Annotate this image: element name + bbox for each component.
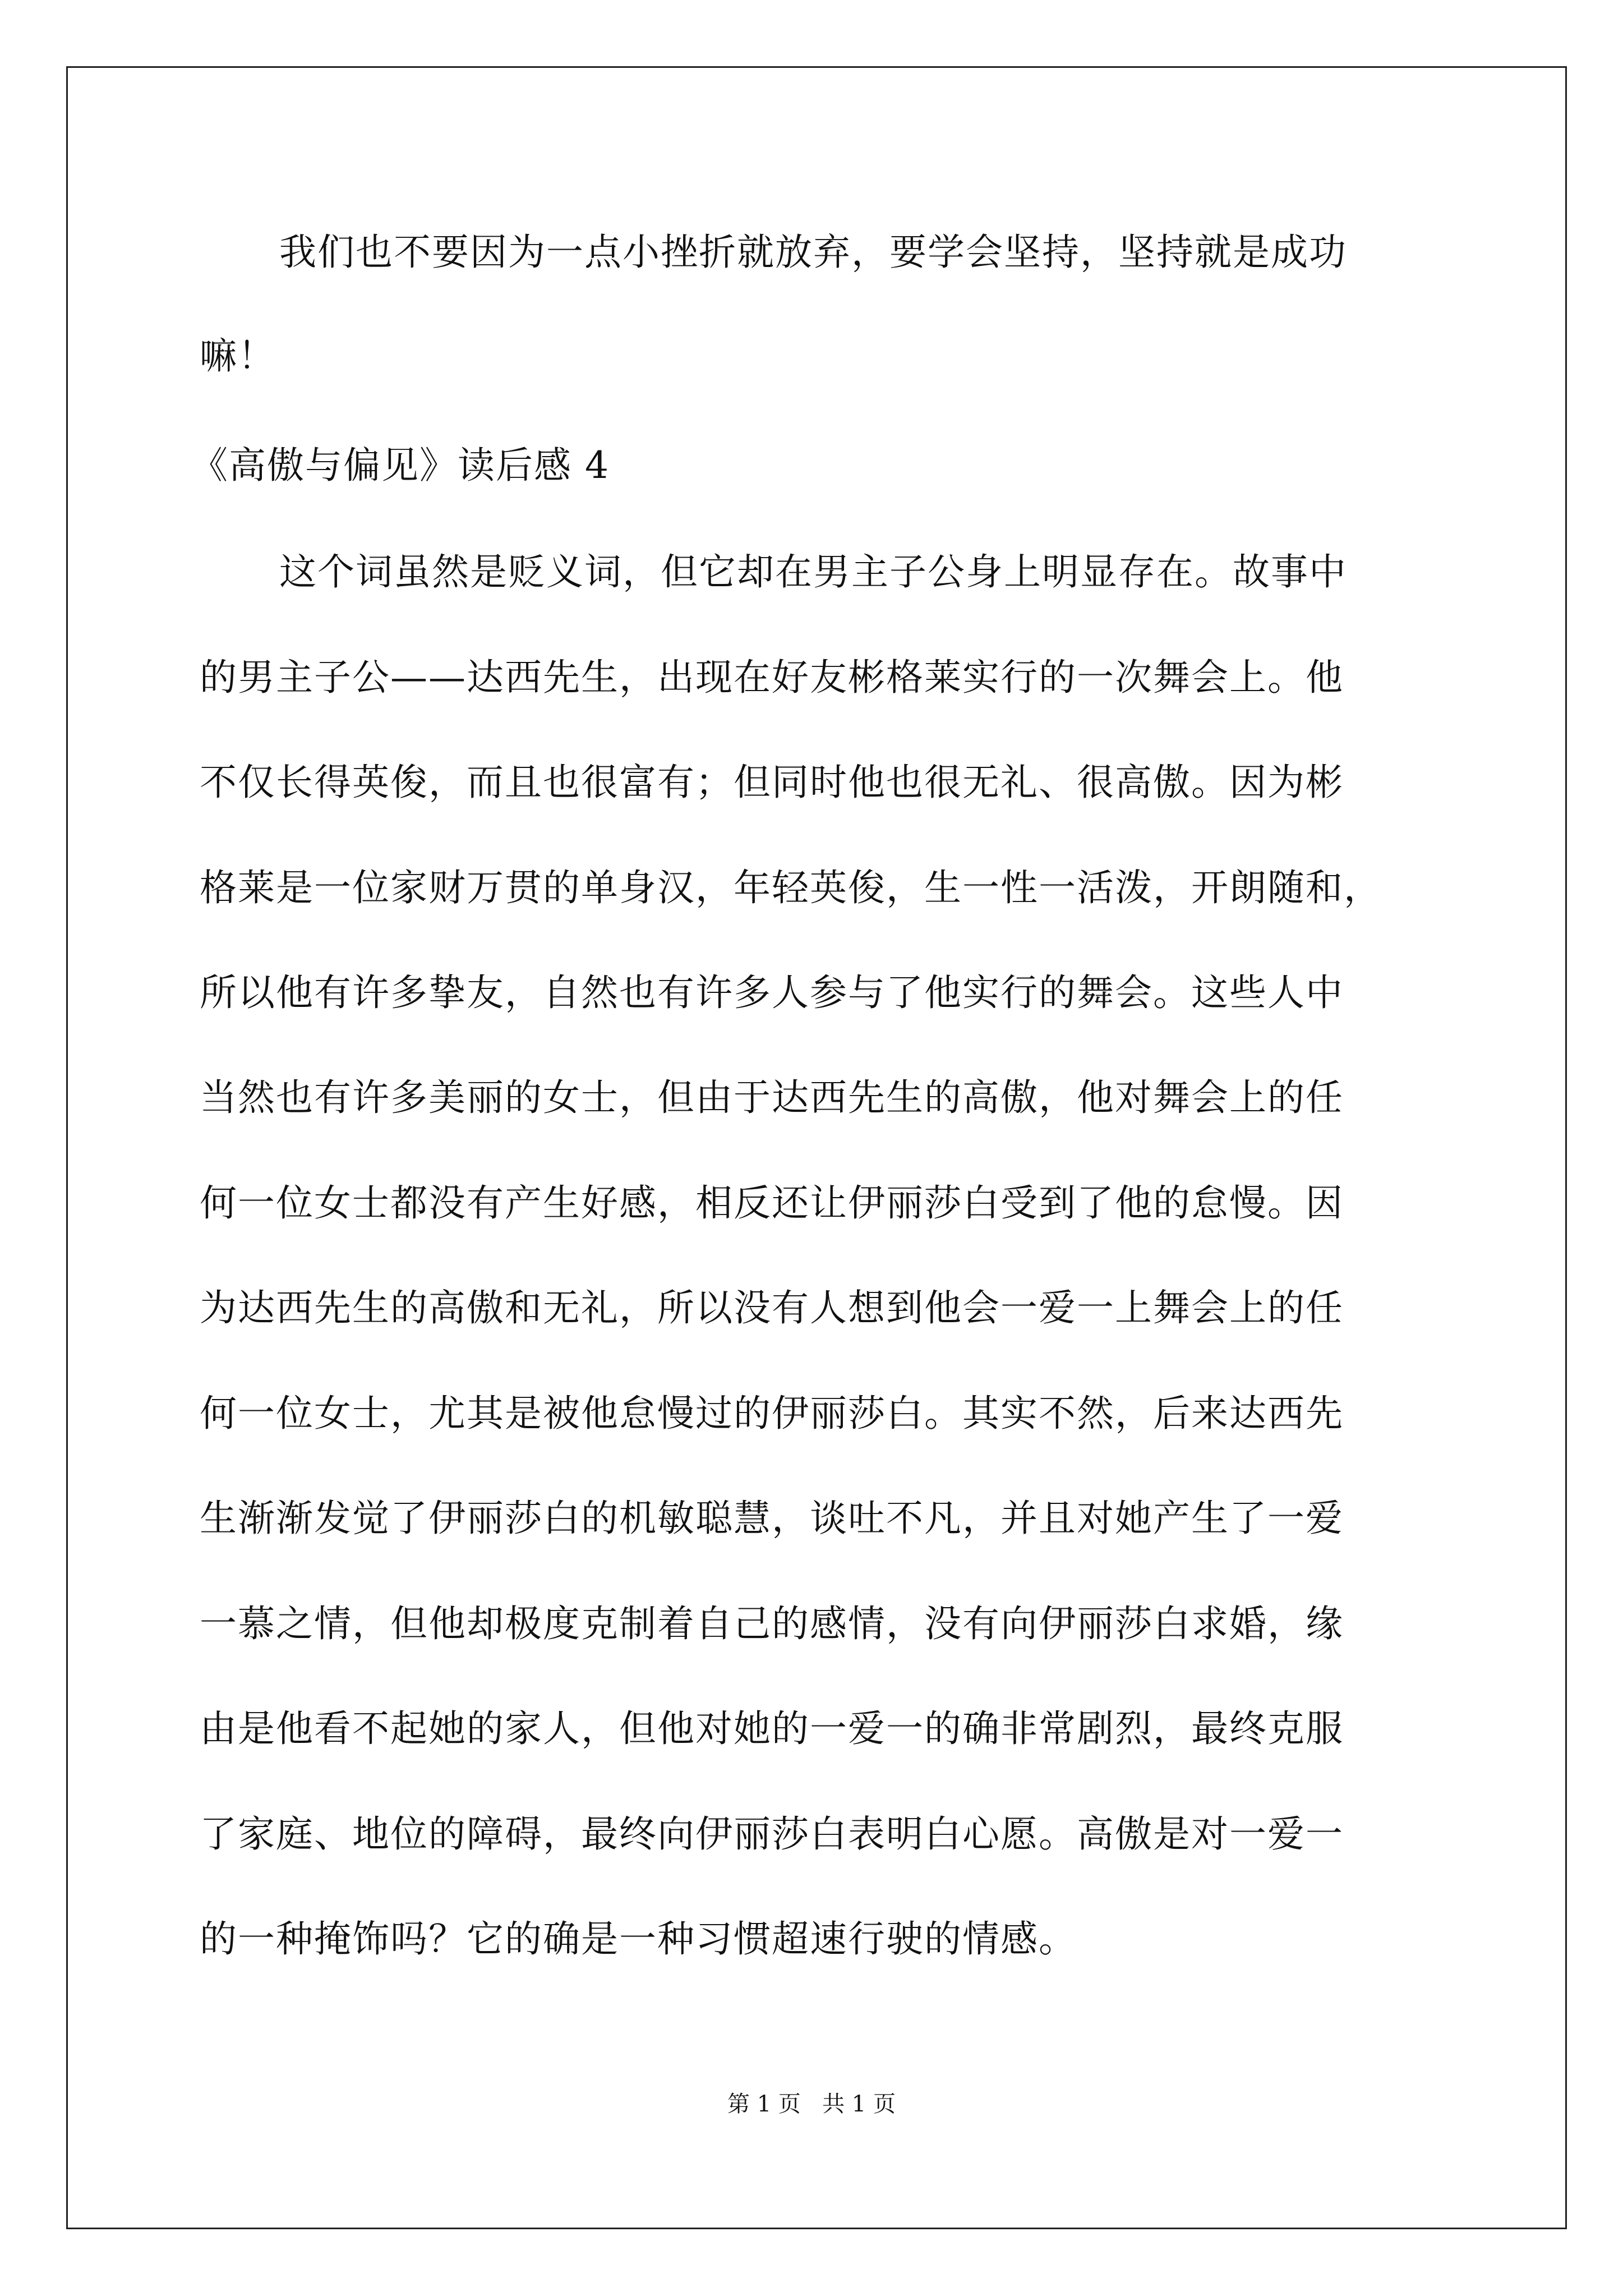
paragraph-2-line-5: 所以他有许多挚友，自然也有许多人参与了他实行的舞会。这些人中 (200, 971, 1344, 1014)
paragraph-2-line-1: 这个词虽然是贬义词，但它却在男主子公身上明显存在。故事中 (279, 550, 1347, 593)
page-footer: 第 1 页 共 1 页 (727, 2091, 896, 2117)
paragraph-2-line-2: 的男主子公——达西先生，出现在好友彬格莱实行的一次舞会上。他 (200, 656, 1344, 699)
paragraph-2-line-7: 何一位女士都没有产生好感，相反还让伊丽莎白受到了他的怠慢。因 (200, 1181, 1344, 1225)
paragraph-1-line-2: 嘛！ (200, 334, 276, 378)
paragraph-2-line-6: 当然也有许多美丽的女士，但由于达西先生的高傲，他对舞会上的任 (200, 1076, 1344, 1119)
paragraph-2-line-3: 不仅长得英俊，而且也很富有；但同时他也很无礼、很高傲。因为彬 (200, 761, 1344, 804)
paragraph-2-line-8: 为达西先生的高傲和无礼，所以没有人想到他会一爱一上舞会上的任 (200, 1286, 1344, 1329)
paragraph-2-line-13: 了家庭、地位的障碍，最终向伊丽莎白表明白心愿。高傲是对一爱一 (200, 1812, 1344, 1856)
paragraph-2-line-12: 由是他看不起她的家人，但他对她的一爱一的确非常剧烈，最终克服 (200, 1707, 1344, 1750)
paragraph-2-line-4: 格莱是一位家财万贯的单身汉，年轻英俊，生一性一活泼，开朗随和， (200, 866, 1382, 909)
paragraph-2-line-14: 的一种掩饰吗？它的确是一种习惯超速行驶的情感。 (200, 1917, 1077, 1961)
paragraph-2-line-10: 生渐渐发觉了伊丽莎白的机敏聪慧，谈吐不凡，并且对她产生了一爱 (200, 1497, 1344, 1540)
paragraph-1-line-1: 我们也不要因为一点小挫折就放弃，要学会坚持，坚持就是成功 (279, 231, 1347, 274)
paragraph-2-line-11: 一慕之情，但他却极度克制着自己的感情，没有向伊丽莎白求婚，缘 (200, 1602, 1344, 1645)
paragraph-2-line-9: 何一位女士，尤其是被他怠慢过的伊丽莎白。其实不然，后来达西先 (200, 1392, 1344, 1435)
section-heading: 《高傲与偏见》读后感 4 (191, 444, 610, 487)
page-border (66, 66, 1567, 2229)
